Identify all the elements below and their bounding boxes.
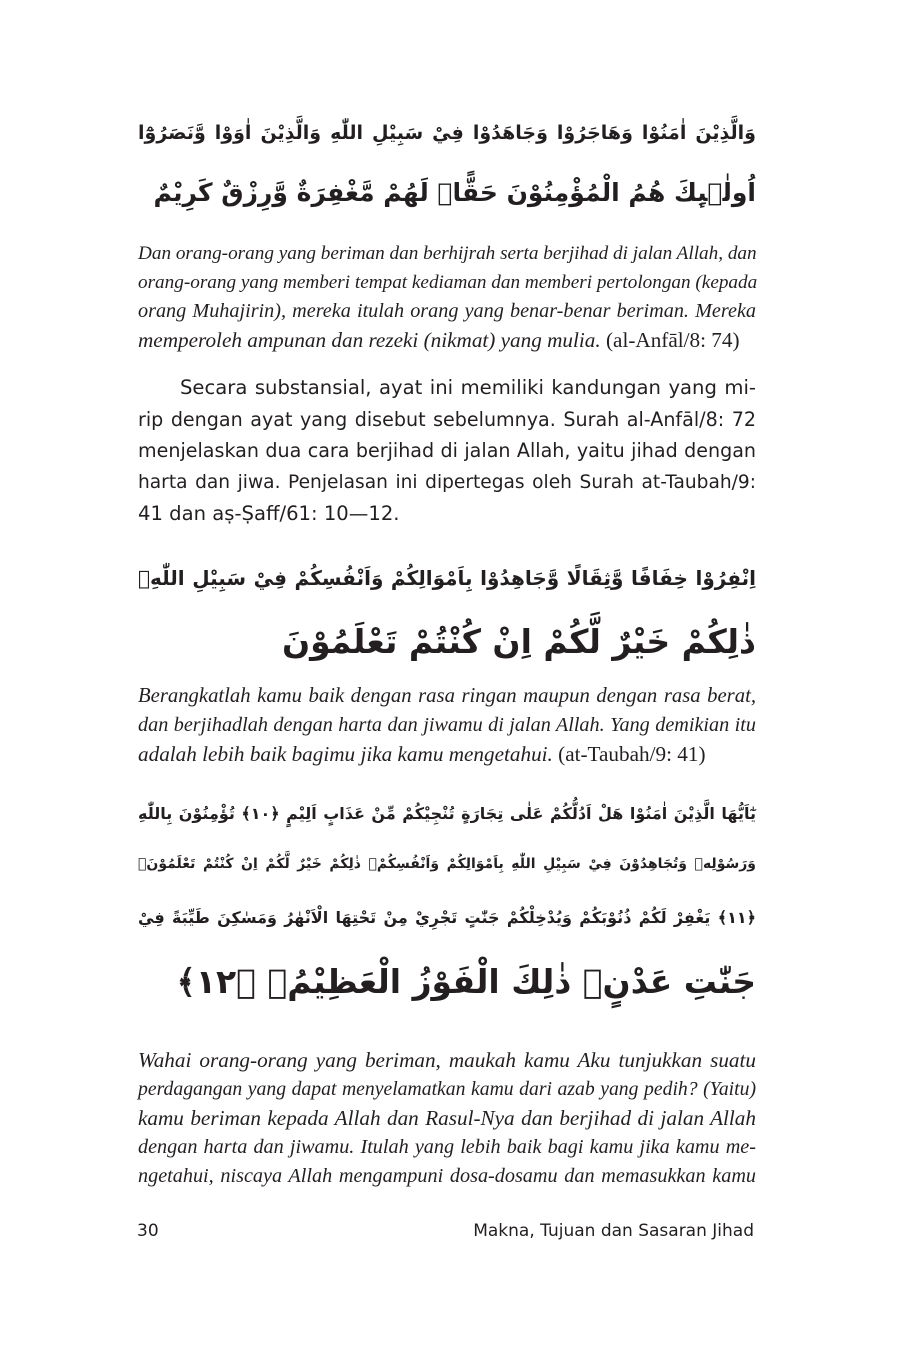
arabic-line: وَرَسُوْلِهٖ وَتُجَاهِدُوْنَ فِيْ سَبِيْلِ اللّٰهِ بِاَمْوَالِكُمْ وَاَنْفُسِكُمْۗ ذٰلِكُمْ خَيْرٌ لَّكُمْ اِنْ كُنْتُمْ تَعْلَمُوْنَۙ — [138, 856, 756, 872]
paragraph-line: menjelaskan dua cara berjihad di jalan Allah, yaitu jihad dengan — [138, 439, 756, 463]
page-number: 30 — [137, 1221, 159, 1241]
verse-reference: (al-Anfāl/8: 74) — [606, 328, 740, 352]
translation-line: dan berjihadlah dengan harta dan jiwamu di jalan Allah. Yang demikian itu — [138, 714, 756, 736]
translation-line: perdagangan yang dapat menyelamatkan kamu dari azab yang pedih? (Yaitu) — [138, 1078, 756, 1100]
body-paragraph — [138, 372, 756, 530]
translation-line: memperoleh ampunan dan rezeki (nikmat) yang mulia. — [138, 328, 601, 352]
arabic-line: جَنّٰتِ عَدْنٍۗ ذٰلِكَ الْفَوْزُ الْعَظِيْمُۙ ﴿١٢﴾ — [176, 962, 756, 1001]
translation-line: Berangkatlah kamu baik dengan rasa ringan maupun dengan rasa berat, — [138, 685, 756, 707]
arabic-line: ﴿١١﴾ يَغْفِرْ لَكُمْ ذُنُوْبَكُمْ وَيُدْخِلْكُمْ جَنّٰتٍ تَجْرِيْ مِنْ تَحْتِهَا الْاَنْهٰرُ وَمَسٰكِنَ طَيِّبَةً فِيْ — [138, 908, 756, 927]
translation-line: Wahai orang-orang yang beriman, maukah kamu Aku tunjukkan suatu — [138, 1048, 756, 1072]
translation-line: dengan harta dan jiwamu. Itulah yang lebih baik bagi kamu jika kamu me- — [138, 1136, 756, 1158]
translation-saff-10-12 — [138, 1046, 756, 1191]
translation-line: Dan orang-orang yang beriman dan berhijrah serta berjihad di jalan Allah, dan — [138, 243, 757, 264]
translation-line-last — [138, 326, 756, 355]
running-footer-title: Makna, Tujuan dan Sasaran Jihad — [473, 1221, 754, 1241]
translation-line: adalah lebih baik bagimu jika kamu mengetahui. — [138, 742, 553, 766]
translation-line: ngetahui, niscaya Allah mengampuni dosa-dosamu dan memasukkan kamu — [138, 1165, 756, 1187]
arabic-line: يٰٓاَيُّهَا الَّذِيْنَ اٰمَنُوْا هَلْ اَدُلُّكُمْ عَلٰى تِجَارَةٍ تُنْجِيْكُمْ مِّنْ عَذَابٍ اَلِيْمٍ ﴿١٠﴾ تُؤْمِنُوْنَ بِاللّٰهِ — [138, 804, 756, 823]
translation-line: orang Muhajirin), mereka itulah orang yang benar-benar beriman. Mereka — [138, 300, 756, 322]
arabic-line: ذٰلِكُمْ خَيْرٌ لَّكُمْ اِنْ كُنْتُمْ تَعْلَمُوْنَ — [281, 622, 756, 661]
arabic-line: اِنْفِرُوْا خِفَافًا وَّثِقَالًا وَّجَاهِدُوْا بِاَمْوَالِكُمْ وَاَنْفُسِكُمْ فِيْ سَبِيْلِ اللّٰهِۗ — [138, 566, 756, 590]
arabic-line: اُولٰۤىِٕكَ هُمُ الْمُؤْمِنُوْنَ حَقًّاۗ لَهُمْ مَّغْفِرَةٌ وَّرِزْقٌ كَرِيْمٌ — [153, 178, 756, 207]
verse-reference: (at-Taubah/9: 41) — [558, 742, 706, 766]
translation-line-last — [138, 740, 756, 769]
paragraph-line: harta dan jiwa. Penjelasan ini dipertegas oleh Surah at-Taubah/9: — [138, 471, 756, 493]
translation-line: orang-orang yang memberi tempat kediaman dan memberi pertolongan (kepada — [138, 272, 758, 293]
paragraph-line: Secara substansial, ayat ini memiliki kandungan yang mi- — [180, 376, 756, 399]
arabic-line: وَالَّذِيْنَ اٰمَنُوْا وَهَاجَرُوْا وَجَاهَدُوْا فِيْ سَبِيْلِ اللّٰهِ وَالَّذِيْنَ اٰوَوْا وَّنَصَرُوْٓا — [138, 122, 756, 144]
paragraph-line: rip dengan ayat yang disebut sebelumnya. Surah al-Anfāl/8: 72 — [138, 407, 756, 431]
translation-taubah-41 — [138, 682, 756, 769]
translation-line: kamu beriman kepada Allah dan Rasul-Nya dan berjihad di jalan Allah — [138, 1106, 756, 1130]
translation-anfal-74 — [138, 239, 756, 355]
paragraph-line: 41 dan aṣ-Ṣaff/61: 10—12. — [138, 502, 400, 526]
